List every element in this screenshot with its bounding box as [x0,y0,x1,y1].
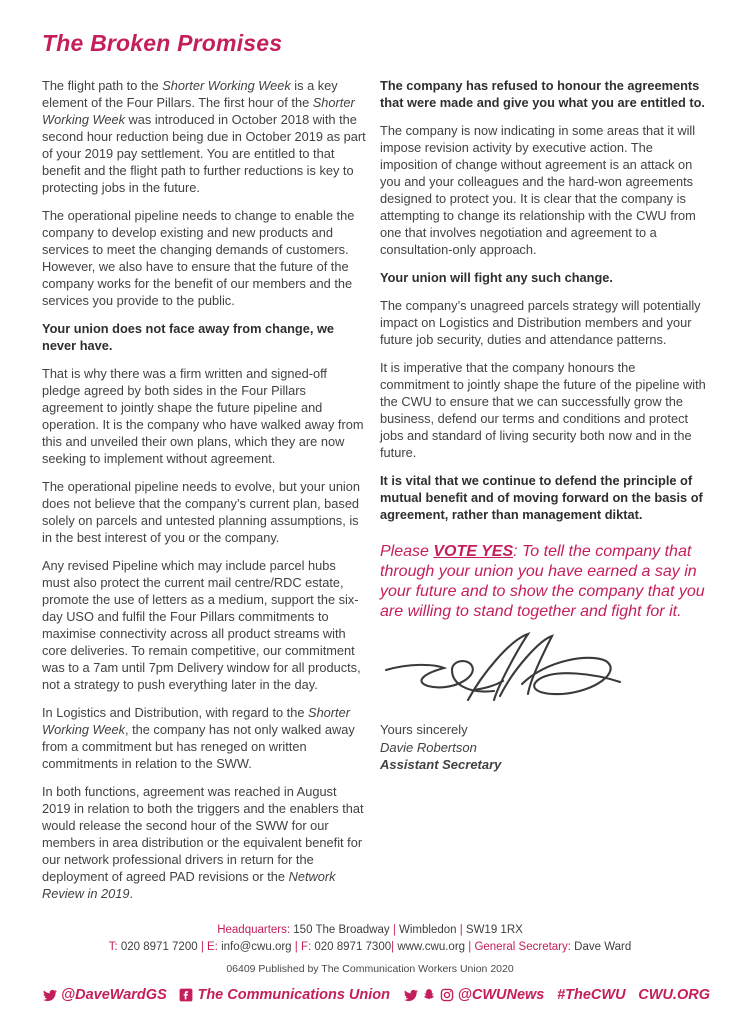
social-item-hashtag [557,987,625,1003]
body-paragraph: The operational pipeline needs to evolve, but your union does not believe that the company’s current plan, based solely on parcels and untested planning assumptions, is in the best interest of you or the company. [42,479,361,545]
social-item-daveward [42,987,167,1003]
handwritten-signature-icon [382,630,632,706]
snapchat-icon [422,988,436,1002]
signature-image [382,630,706,711]
social-hashtag: #TheCWU [557,987,626,1003]
social-item-website [638,987,710,1003]
body-paragraph: The flight path to the Shorter Working Week is a key element of the Four Pillars. The first hour of the Shorter Working Week was introduced in October 2018 with the second hour reduction being due in October 2019 as part of your 2019 pay settlement. You are entitled to that benefit and the flight path to further reductions is key to protecting jobs in the future. [42,78,366,195]
body-paragraph: The company’s unagreed parcels strategy will potentially impact on Logistics and Distribution members and your future job security, duties and attendance patterns. [380,298,701,347]
body-paragraph: In both functions, agreement was reached in August 2019 in relation to both the triggers and the enablers that would release the second hour of the SWW for our members in area distribution or the equivalent benefit for our network professional drivers in return for the deployment of agreed PAD revisions or the Network Review in 2019. [42,784,364,901]
bold-statement: Your union does not face away from change, we never have. [42,321,335,353]
footer-publication-note: 06409 Published by The Communication Workers Union 2020 [226,963,514,975]
website-url: CWU.ORG [638,987,710,1003]
body-paragraph: The company is now indicating in some areas that it will impose revision activity by executive action. The imposition of change without agreement is an attack on you and your colleagues and the hard-won agreements designed to protect you. It is clear that the company is attempting to change its relationship with the CWU from one that involves negotiation and agreement to a consultation-only approach. [380,123,696,257]
bold-statement: It is vital that we continue to defend the principle of mutual benefit and of moving forward on the basis of agreement, rather than management diktat. [380,473,703,522]
right-column [380,30,706,913]
body-paragraph: Any revised Pipeline which may include parcel hubs must also protect the current mail centre/RDC estate, promote the use of letters as a medium, support the six-day USO and fulfil the Four Pillars commitments to maximise connectivity across all product streams with core deliveries. To remain competitive, our commitment was to a 7am until 7pm Delivery window for all products, not a strategy to push everything later in the day. [42,558,361,692]
instagram-icon [440,988,454,1002]
footer [0,922,740,976]
social-handle: @DaveWardGS [61,987,167,1003]
body-paragraph: The operational pipeline needs to change to enable the company to develop existing and new products and services to meet the changing demands of customers. However, we also have to ensure that the future of the company works for the benefit of our members and the services you provide to the public. [42,208,355,308]
facebook-icon [179,988,193,1002]
footer-address-line: Headquarters: 150 The Broadway | Wimbledon | SW19 1RX [217,924,523,936]
body-paragraph: That is why there was a firm written and signed-off pledge agreed by both sides in the Four Pillars agreement to jointly shape the future pipeline and operation. It is the company who have walked away from this and unveiled their own plans, which they are now seeking to implement without agreement. [42,366,364,466]
closing-block [380,721,706,774]
closing-salutation: Yours sincerely [380,722,468,737]
signatory-name: Davie Robertson [380,739,477,755]
social-handle: The Communications Union [197,987,390,1003]
left-paragraphs [42,77,366,902]
social-bar [42,987,710,1003]
signatory-role: Assistant Secretary [380,757,502,772]
body-paragraph: It is imperative that the company honours the commitment to jointly shape the future of the pipeline with the CWU to ensure that we can successfully grow the business, defend our terms and conditions and protect jobs and standard of living security both now and in the future. [380,360,706,460]
page-title: The Broken Promises [42,30,283,56]
right-paragraphs [380,77,706,622]
left-column [42,30,366,913]
social-item-facebook [179,987,390,1003]
footer-contact-line: T: 020 8971 7200 | E: info@cwu.org | F: 020 8971 7300| www.cwu.org | General Secretary: Dave Ward [108,940,632,953]
twitter-icon [403,988,418,1003]
social-handle: @CWUNews [457,987,545,1003]
social-item-cwunews [403,987,545,1003]
body-paragraph: In Logistics and Distribution, with regard to the Shorter Working Week, the company has not only walked away from a commitment but has reneged on written commitments in relation to the SWW. [42,705,355,771]
bold-statement: The company has refused to honour the agreements that were made and give you what you are entitled to. [380,78,705,110]
vote-yes-callout: Please VOTE YES: To tell the company that through your union you have earned a say in your future and to show the company that you are willing to stand together and fight for it. [380,543,705,620]
two-column-body [42,30,706,913]
bold-statement: Your union will fight any such change. [380,270,613,285]
twitter-icon [42,988,57,1003]
